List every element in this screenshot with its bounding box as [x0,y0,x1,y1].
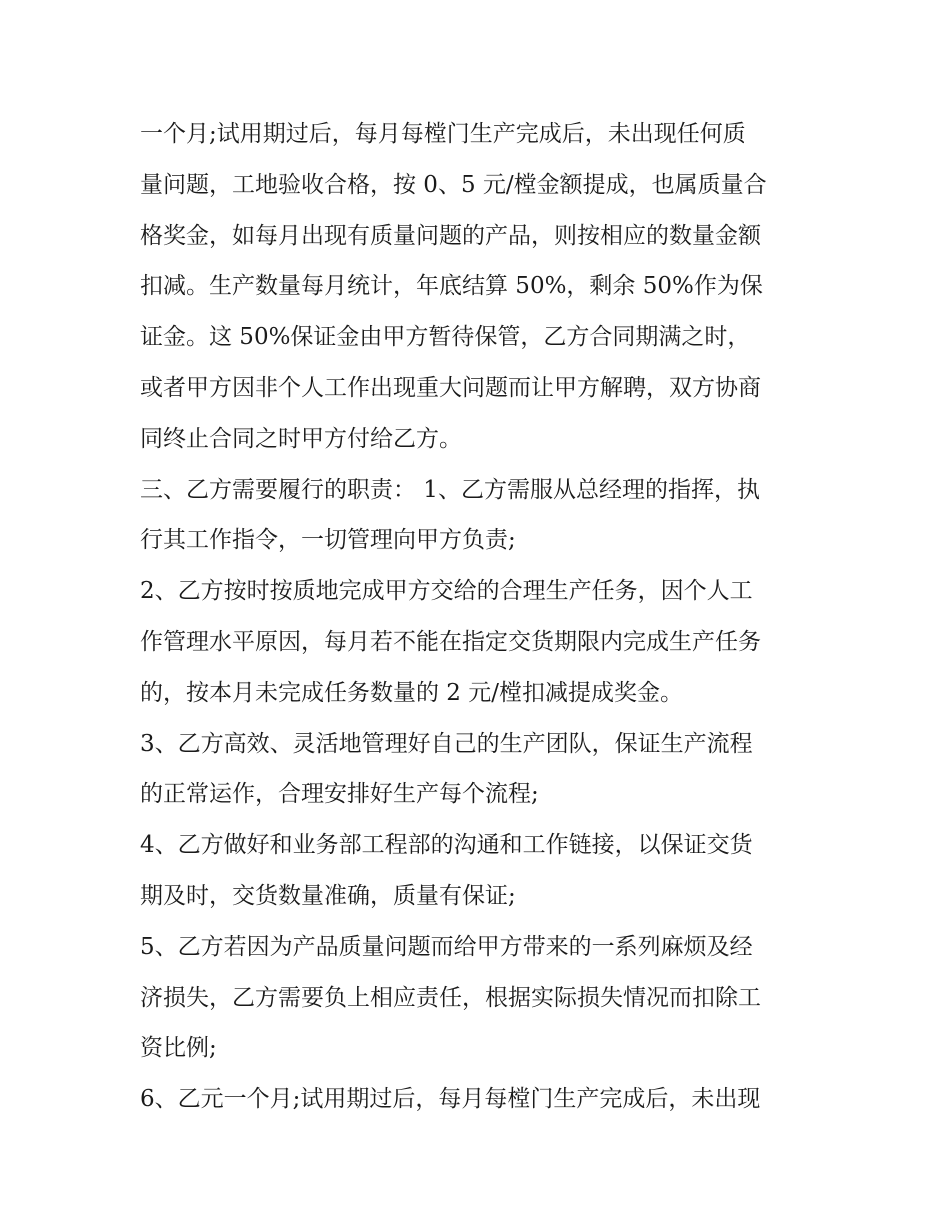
text-line: 资比例; [140,1035,217,1062]
text-line: 一个月;试用期过后，每月每樘门生产完成后，未出现任何质 [140,121,746,147]
text-line: 的正常运作，合理安排好生产每个流程; [140,781,539,808]
text-line: 作管理水平原因，每月若不能在指定交货期限内完成生产任务 [140,628,761,655]
text-line: 的，按本月未完成任务数量的 2 元/樘扣减提成奖金。 [140,679,684,706]
text-line: 或者甲方因非个人工作出现重大问题而让甲方解聘，双方协商 [140,374,761,401]
text-line: 6、乙元一个月;试用期过后，每月每樘门生产完成后，未出现 [140,1086,761,1113]
text-line: 证金。这 50%保证金由甲方暂待保管，乙方合同期满之时， [140,324,751,351]
text-line: 济损失，乙方需要负上相应责任，根据实际损失情况而扣除工 [140,984,761,1011]
text-line: 2、乙方按时按质地完成甲方交给的合理生产任务，因个人工 [140,578,753,605]
text-line: 同终止合同之时甲方付给乙方。 [140,425,462,452]
text-line: 三、乙方需要履行的职责： 1、乙方需服从总经理的指挥，执 [140,476,760,503]
text-line: 3、乙方高效、灵活地管理好自己的生产团队，保证生产流程 [140,730,753,757]
text-line: 扣减。生产数量每月统计，年底结算 50%，剩余 50%作为保 [140,273,763,300]
text-line: 4、乙方做好和业务部工程部的沟通和工作链接，以保证交货 [140,832,753,859]
text-line: 5、乙方若因为产品质量问题而给甲方带来的一系列麻烦及经 [140,933,753,960]
text-line: 期及时，交货数量准确，质量有保证; [140,882,516,909]
document-body [140,109,820,1125]
text-line: 量问题，工地验收合格，按 0、5 元/樘金额提成，也属质量合 [140,171,767,198]
text-line: 行其工作指令，一切管理向甲方负责; [140,527,516,554]
text-line: 格奖金，如每月出现有质量问题的产品，则按相应的数量金额 [140,222,761,249]
